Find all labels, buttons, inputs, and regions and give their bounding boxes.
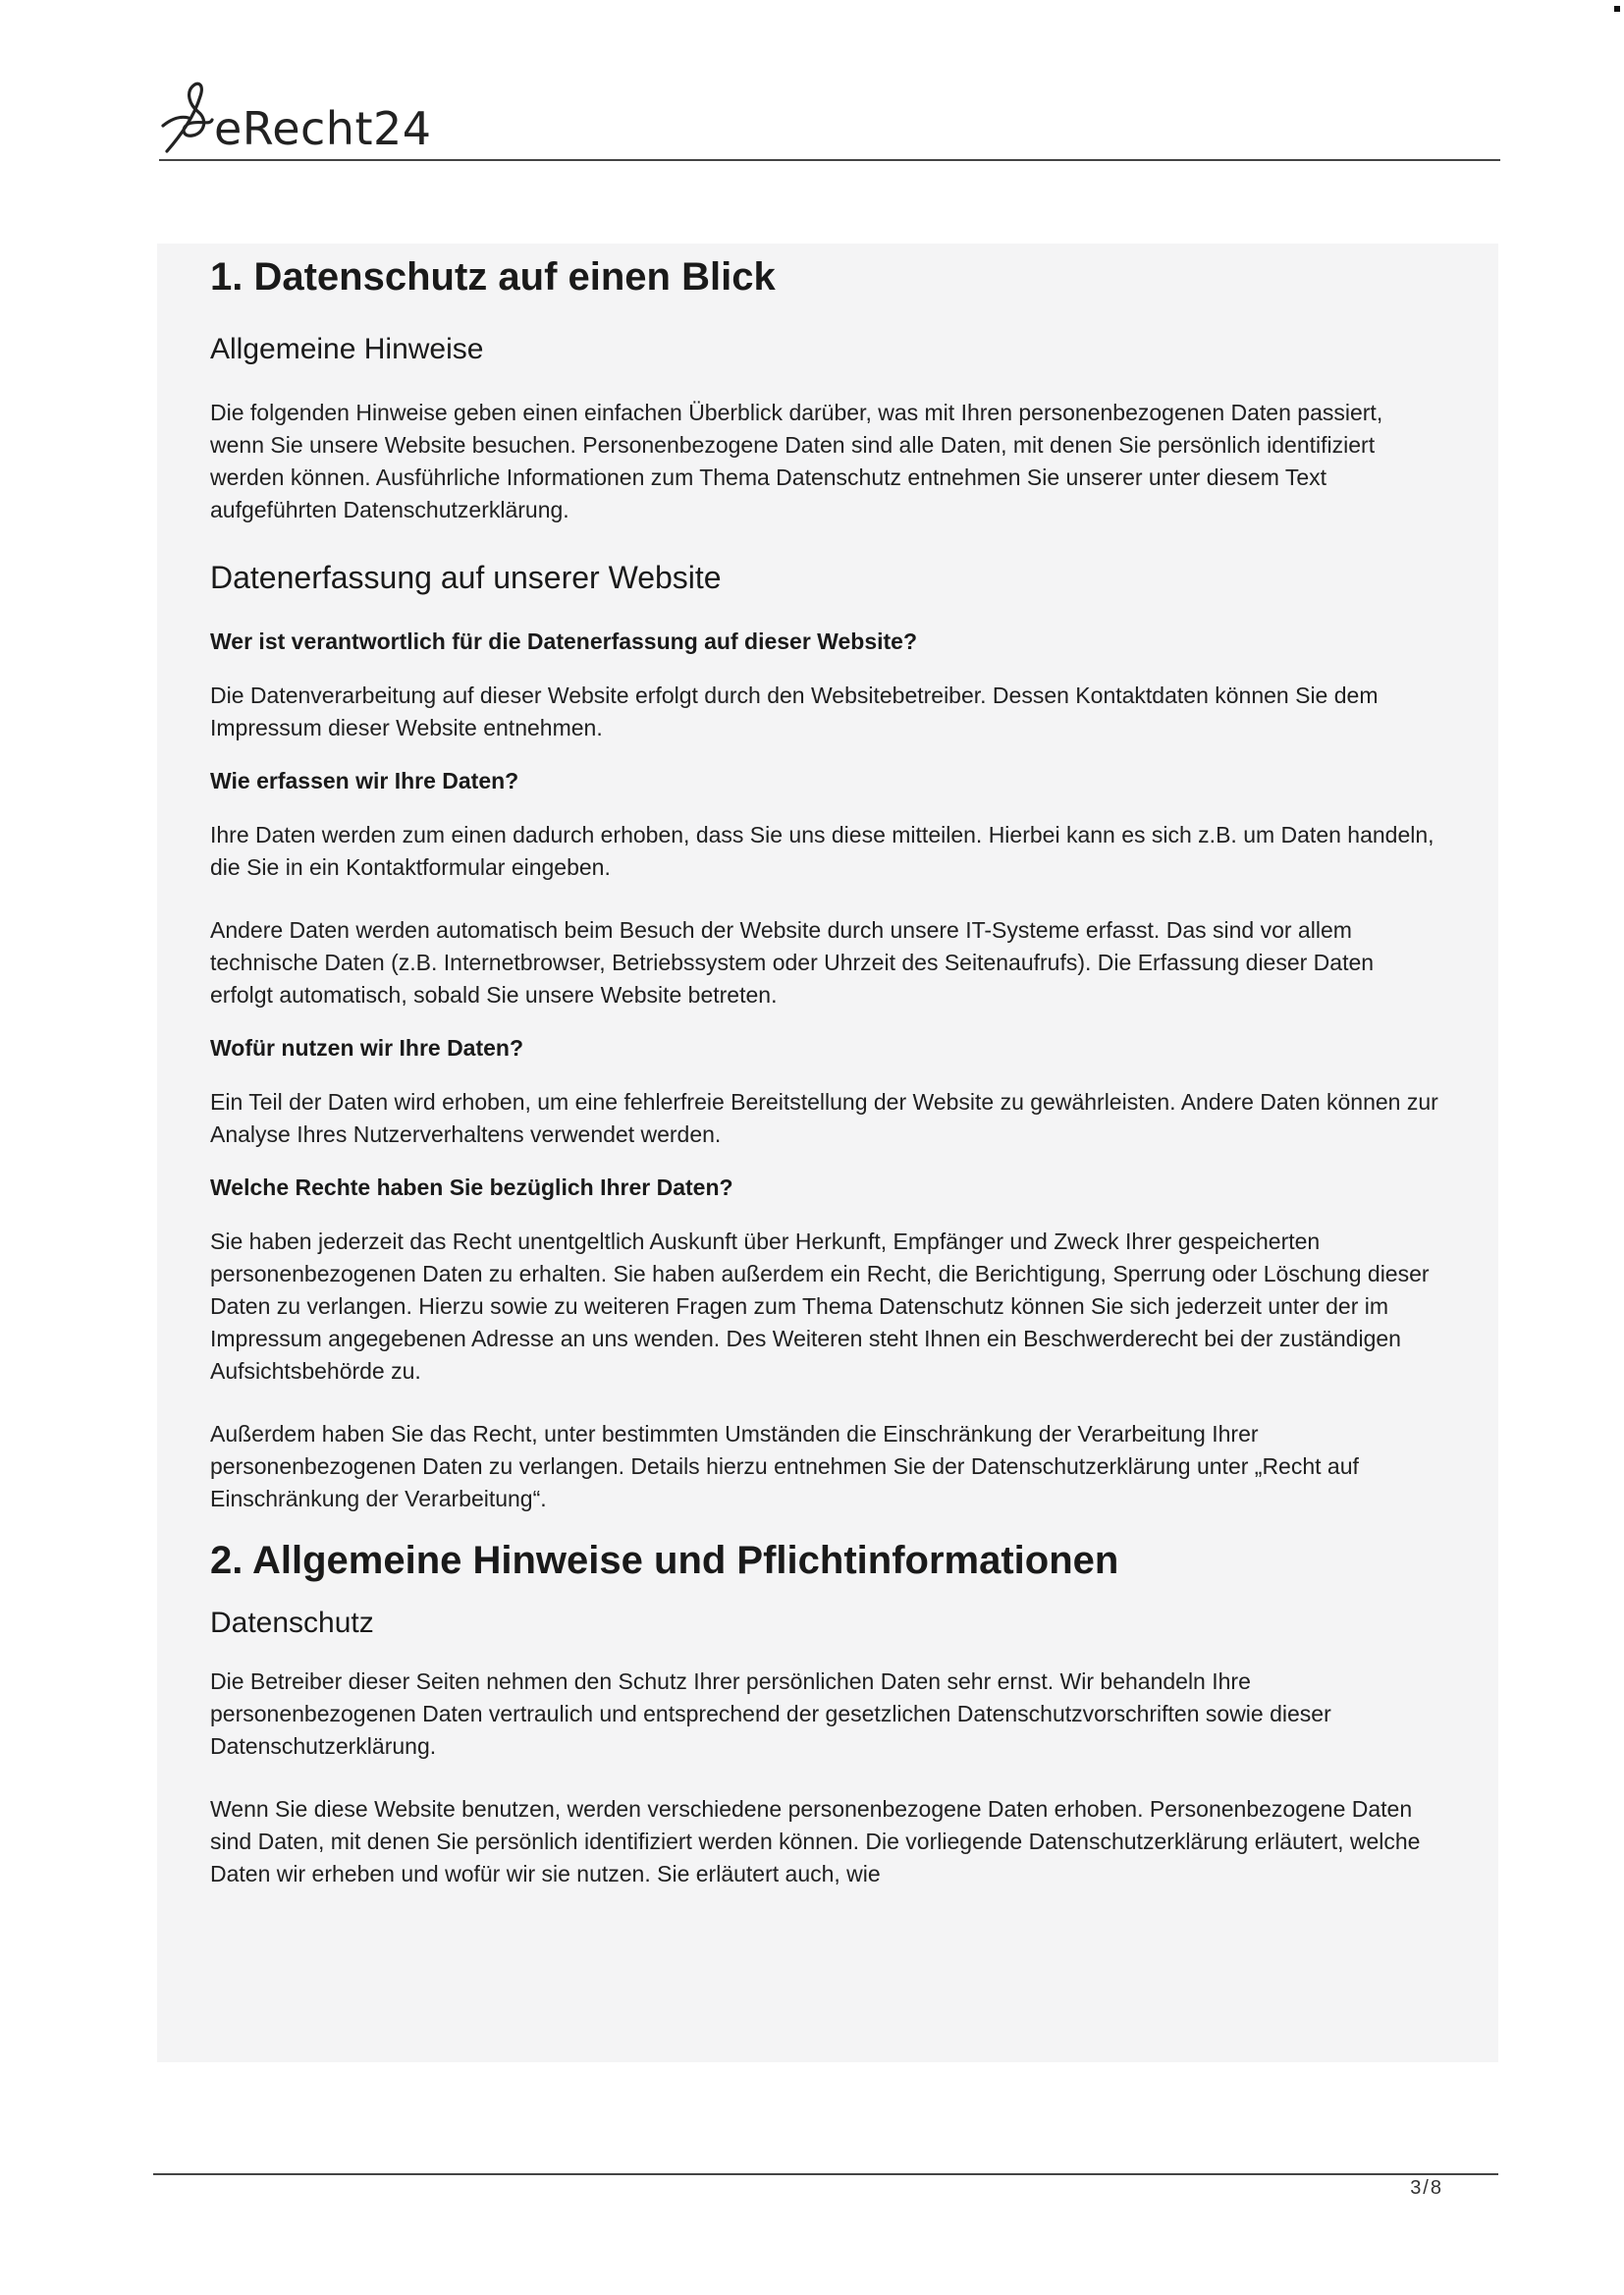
paragraph: Ein Teil der Daten wird erhoben, um eine fehlerfreie Bereitstellung der Website zu gewährleisten. Andere Daten können zur Analyse Ihres Nutzerverhaltens verwendet werden.: [210, 1089, 1438, 1148]
document-body: [157, 244, 1498, 2062]
paragraph: Außerdem haben Sie das Recht, unter bestimmten Umständen die Einschränkung der Verarbeitung Ihrer personenbezogenen Daten zu verlangen. Details hierzu entnehmen Sie der Datenschutzerklärung unter „Recht auf Einschränkung der Verarbeitung“.: [210, 1421, 1359, 1512]
paragraph-logo-icon: [159, 77, 220, 157]
section-title: 1. Datenschutz auf einen Blick: [210, 255, 776, 299]
paragraph: Ihre Daten werden zum einen dadurch erhoben, dass Sie uns diese mitteilen. Hierbei kann es sich z.B. um Daten handeln, die Sie in ein Kontaktformular eingeben.: [210, 821, 1435, 880]
page-header: [159, 69, 1500, 163]
subsection-title: Datenerfassung auf unserer Website: [210, 560, 722, 595]
subsection-title: Datenschutz: [210, 1607, 374, 1640]
page-number: 3/8: [1410, 2177, 1443, 2199]
logo-text: eRecht24: [214, 102, 432, 155]
paragraph: Sie haben jederzeit das Recht unentgeltlich Auskunft über Herkunft, Empfänger und Zweck Ihrer gespeicherten personenbezogenen Daten zu erhalten. Sie haben außerdem ein Recht, die Berichtigung, Sperrung oder Löschung dieser Daten zu verlangen. Hierzu sowie zu weiteren Fragen zum Thema Datenschutz können Sie sich jederzeit unter der im Impressum angegebenen Adresse an uns wenden. Des Weiteren steht Ihnen ein Beschwerderecht bei der zuständigen Aufsichtsbehörde zu.: [210, 1229, 1430, 1385]
header-divider: [159, 159, 1500, 161]
question-heading: Wofür nutzen wir Ihre Daten?: [210, 1034, 524, 1061]
paragraph: Die Datenverarbeitung auf dieser Website erfolgt durch den Websitebetreiber. Dessen Kontaktdaten können Sie dem Impressum dieser Website entnehmen.: [210, 682, 1379, 740]
question-heading: Wer ist verantwortlich für die Datenerfassung auf dieser Website?: [210, 628, 917, 654]
subsection-title: Allgemeine Hinweise: [210, 333, 484, 365]
scan-edge-mark: [1614, 6, 1620, 12]
paragraph: Andere Daten werden automatisch beim Besuch der Website durch unsere IT-Systeme erfasst. Das sind vor allem technische Daten (z.B. Internetbrowser, Betriebssystem oder Uhrzeit des Seitenaufrufs). Die Erfassung dieser Daten erfolgt automatisch, sobald Sie unsere Website betreten.: [210, 916, 1375, 1008]
paragraph: Die Betreiber dieser Seiten nehmen den Schutz Ihrer persönlichen Daten sehr ernst. Wir behandeln Ihre personenbezogenen Daten vertraulich und entsprechend der gesetzlichen Datenschutzvorschriften sowie dieser Datenschutzerklärung.: [210, 1668, 1331, 1760]
erecht24-logo: [159, 69, 432, 157]
question-heading: Welche Rechte haben Sie bezüglich Ihrer Daten?: [210, 1175, 733, 1201]
footer-divider: [153, 2173, 1498, 2175]
section-title: 2. Allgemeine Hinweise und Pflichtinformationen: [210, 1539, 1119, 1583]
paragraph: Die folgenden Hinweise geben einen einfachen Überblick darüber, was mit Ihren personenbezogenen Daten passiert, wenn Sie unsere Website besuchen. Personenbezogene Daten sind alle Daten, mit denen Sie persönlich identifiziert werden können. Ausführliche Informationen zum Thema Datenschutz entnehmen Sie unserer unter diesem Text aufgeführten Datenschutzerklärung.: [210, 400, 1383, 522]
paragraph: Wenn Sie diese Website benutzen, werden verschiedene personenbezogene Daten erhoben. Personenbezogene Daten sind Daten, mit denen Sie persönlich identifiziert werden können. Die vorliegende Datenschutzerklärung erläutert, welche Daten wir erheben und wofür wir sie nutzen. Sie erläutert auch, wie: [210, 1796, 1421, 1887]
question-heading: Wie erfassen wir Ihre Daten?: [210, 767, 519, 793]
